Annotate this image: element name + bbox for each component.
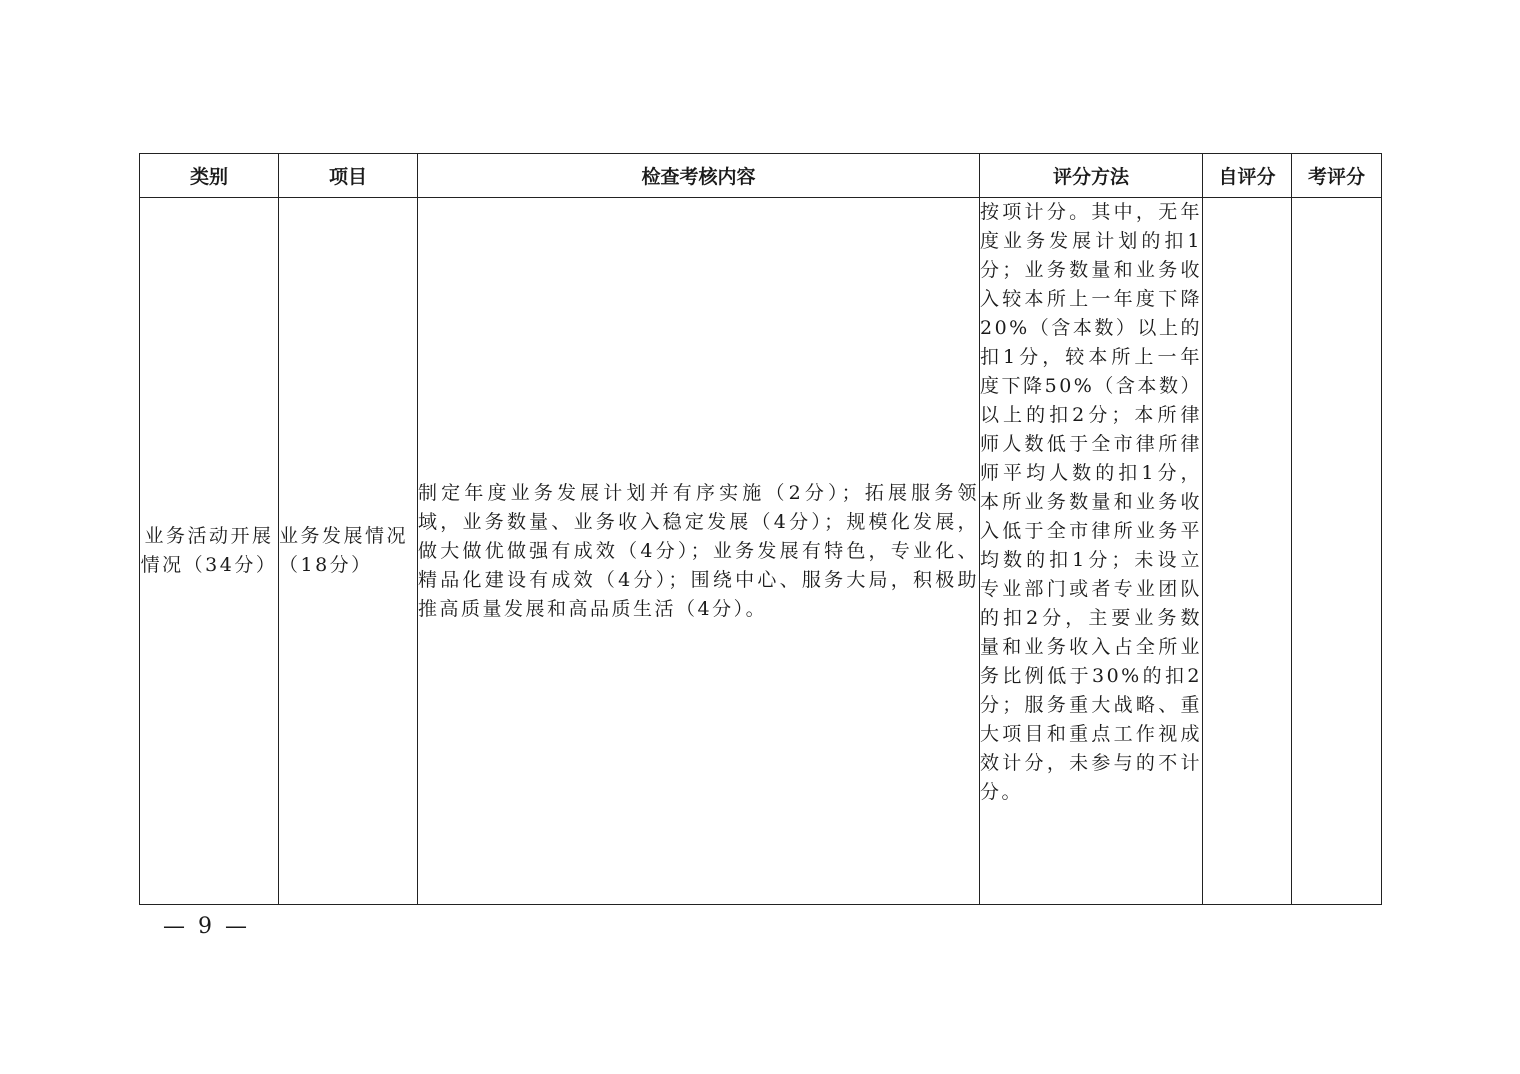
cell-item: 业务发展情况（18分） — [279, 198, 418, 905]
cell-self-score — [1203, 198, 1292, 905]
header-category: 类别 — [140, 154, 279, 198]
cell-method: 按项计分。其中，无年度业务发展计划的扣1分；业务数量和业务收入较本所上一年度下降20%（含本数）以上的扣1分，较本所上一年度下降50%（含本数）以上的扣2分；本所律师人数低于全市律所律师平均人数的扣1分，本所业务数量和业务收入低于全市律所业务平均数的扣1分；未设立专业部门或者专业团队的扣2分，主要业务数量和业务收入占全所业务比例低于30%的扣2分；服务重大战略、重大项目和重点工作视成效计分，未参与的不计分。 — [980, 198, 1203, 905]
header-self-score: 自评分 — [1203, 154, 1292, 198]
evaluation-table — [139, 153, 1382, 905]
cell-review-score — [1292, 198, 1382, 905]
header-method: 评分方法 — [980, 154, 1203, 198]
page-number: — 9 — — [163, 914, 250, 939]
header-item: 项目 — [279, 154, 418, 198]
header-review-score: 考评分 — [1292, 154, 1382, 198]
header-content: 检查考核内容 — [418, 154, 980, 198]
cell-category: 业务活动开展情况（34分） — [140, 198, 279, 905]
table-header-row — [140, 154, 1382, 198]
table-row — [140, 198, 1382, 905]
cell-content: 制定年度业务发展计划并有序实施（2分）；拓展服务领域，业务数量、业务收入稳定发展（4分）；规模化发展，做大做优做强有成效（4分）；业务发展有特色，专业化、精品化建设有成效（4分）；围绕中心、服务大局，积极助推高质量发展和高品质生活（4分）。 — [418, 198, 980, 905]
